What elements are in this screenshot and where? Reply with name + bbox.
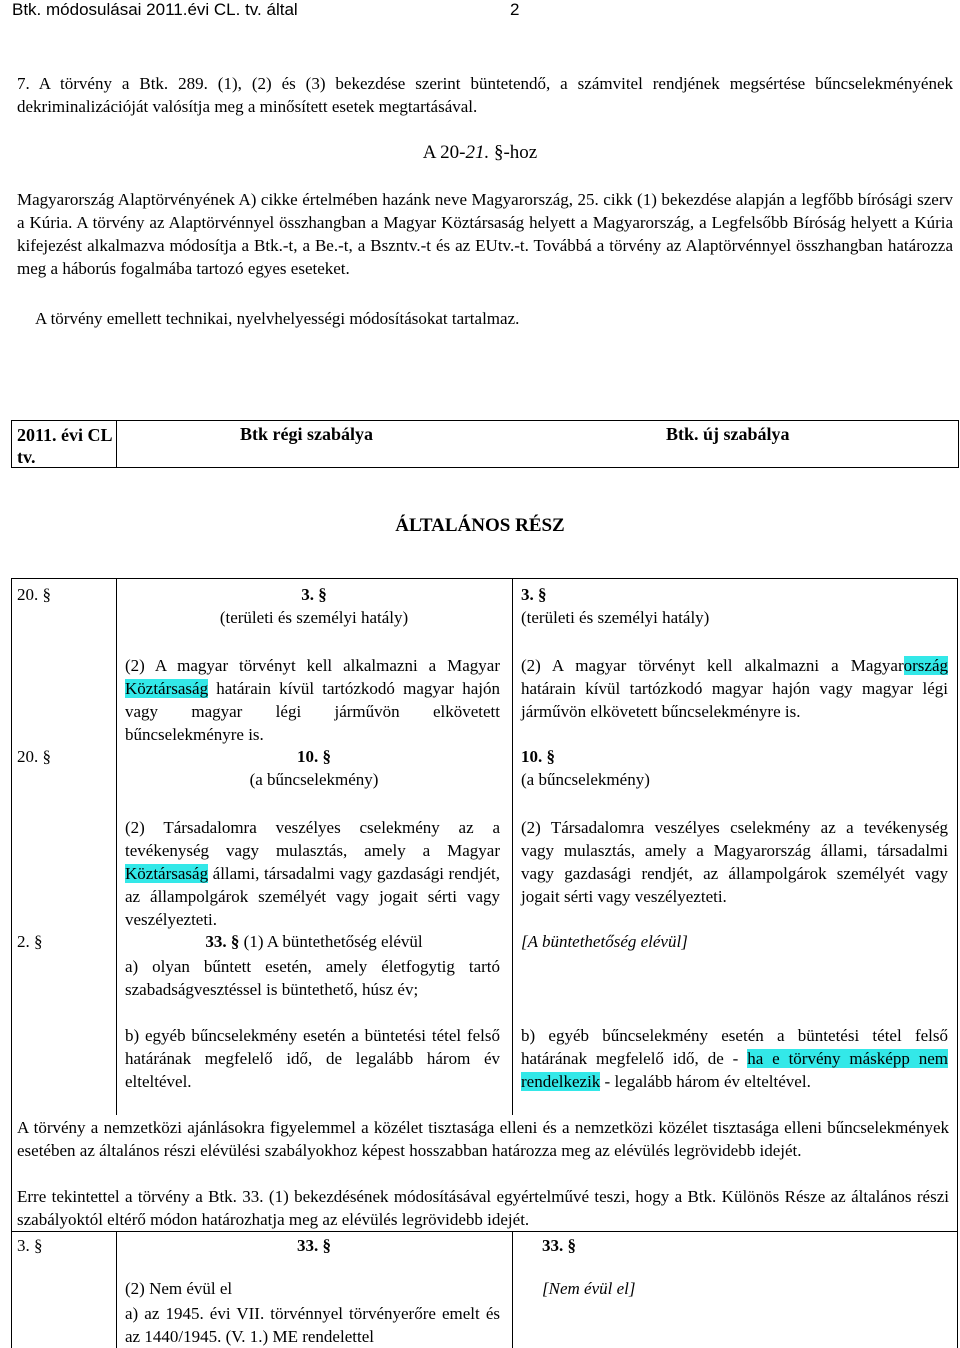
row3-ref: 2. § [17, 932, 43, 951]
row1-ref: 20. § [17, 585, 51, 604]
row1-new-text: (2) A magyar törvényt kell alkalmazni a Magyarország határain kívül tartózkodó magyar hajón vagy magyar légi járművön elkövetett bűncselekményre is. [521, 656, 948, 721]
row4-old-number: 33. § [297, 1236, 331, 1255]
table-header [11, 420, 959, 468]
row3-old-b: b) egyéb bűncselekmény esetén a büntetési tétel felső határának megfelelő idő, de legalább három év elteltével. [125, 1026, 500, 1091]
page-header [12, 0, 520, 20]
highlight-koztarsasag: Köztársaság [125, 679, 209, 698]
intro-paragraph-3: A törvény emellett technikai, nyelvhelyességi módosításokat tartalmaz. [35, 309, 520, 328]
row4-old-t1: (2) Nem évül el [125, 1279, 233, 1298]
row1-old-text: (2) A magyar törvényt kell alkalmazni a Magyar Köztársaság határain kívül tartózkodó magyar hajón vagy magyar légi járművön elkövetett bűncselekményre is. [125, 656, 500, 744]
row1-new-title: (területi és személyi hatály) [521, 608, 710, 627]
row4-ref: 3. § [17, 1236, 43, 1255]
part-title: ÁLTALÁNOS RÉSZ [395, 515, 565, 536]
row4-new-t1: [Nem évül el] [542, 1279, 636, 1298]
row2-old-number: 10. § [297, 747, 331, 766]
highlight-ha-e-torveny: ha e törvény másképp nem rendelkezik [521, 1049, 949, 1091]
header-title: Btk. módosulásai 2011.évi CL. tv. által [12, 0, 298, 19]
row3-old-lead: 33. § (1) A büntethetőség elévül [205, 932, 423, 951]
row4-new-number: 33. § [542, 1236, 576, 1255]
row1-old-title: (területi és személyi hatály) [219, 608, 409, 627]
table-header-col2: Btk régi szabálya [240, 424, 373, 444]
table-header-col3: Btk. új szabálya [666, 424, 790, 444]
row2-old-title: (a bűncselekmény) [249, 770, 379, 789]
note-paragraph-2: Erre tekintettel a törvény a Btk. 33. (1) bekezdésének módosításával egyértelművé teszi, hogy a Btk. Különös Része az általános részi szabályoktól eltérő módon határozhatja meg az elévülés legrövidebb idejét. [17, 1187, 949, 1229]
row2-new-text: (2) Társadalomra veszélyes cselekmény az a tevékenység vagy mulasztás, amely a Magyarország állami, társadalmi vagy gazdasági rendjét, az állampolgárok személyét vagy jogait sérti vagy veszélyezteti. [521, 818, 948, 906]
row3-new-a: [A büntethetőség elévül] [521, 932, 688, 951]
row3-new-b: b) egyéb bűncselekmény esetén a büntetési tétel felső határának megfelelő idő, de - ha e törvény másképp nem rendelkezik - legalább három év elteltével. [521, 1026, 949, 1091]
highlight-orszag: ország [903, 656, 948, 675]
row1-new-number: 3. § [521, 585, 547, 604]
row4-old-t2: a) az 1945. évi VII. törvénnyel törvényerőre emelt és az 1440/1945. (V. 1.) ME rendelettel [125, 1304, 500, 1346]
highlight-koztarsasag-2: Köztársaság [125, 864, 209, 883]
page-number: 2 [510, 0, 520, 19]
intro-paragraph-1: 7. A törvény a Btk. 289. (1), (2) és (3) bekezdése szerint büntetendő, a számvitel rendjének megsértése bűncselekményének dekriminalizációját valósítja meg a minősített esetek megtartásával. [17, 74, 953, 116]
row1-old-number: 3. § [301, 585, 327, 604]
row3-old-a: a) olyan bűntett esetén, amely életfogytig tartó szabadságvesztéssel is büntethető, húsz év; [125, 957, 500, 999]
row2-new-number: 10. § [521, 747, 555, 766]
note-paragraph-1: A törvény a nemzetközi ajánlásokra figyelemmel a közélet tisztasága elleni és a nemzetközi közélet tisztasága elleni bűncselekmények esetében az általános részi elévülési szabályokhoz képest hosszabban határozza meg az elévülés legrövidebb idejét. [17, 1118, 949, 1160]
intro-paragraph-2: Magyarország Alaptörvényének A) cikke értelmében hazánk neve Magyarország, 25. cikk (1) bekezdése alapján a legfőbb bírósági szerv a Kúria. A törvény az Alaptörvénnyel összhangban a Magyar Köztársaság helyett a Magyarország, a Legfelsőbb Bíróság helyett a Kúria kifejezést alkalmazva módosítja a Btk.-t, a Be.-t, a Bszntv.-t és az EUtv.-t. Továbbá a törvény az Alaptörvénnyel összhangban határozza meg a háborús fogalmába tartozó egyes eseteket. [17, 190, 953, 278]
row2-ref: 20. § [17, 747, 51, 766]
section-heading: A 20-21. §-hoz [422, 142, 538, 163]
row2-old-text: (2) Társadalomra veszélyes cselekmény az a tevékenység vagy mulasztás, amely a Magyar Köztársaság állami, társadalmi vagy gazdasági rendjét, az állampolgárok személyét vagy jogait sérti vagy veszélyezteti. [125, 818, 500, 929]
row2-new-title: (a bűncselekmény) [521, 770, 650, 789]
table-header-col1: 2011. évi CL tv. [17, 425, 112, 467]
